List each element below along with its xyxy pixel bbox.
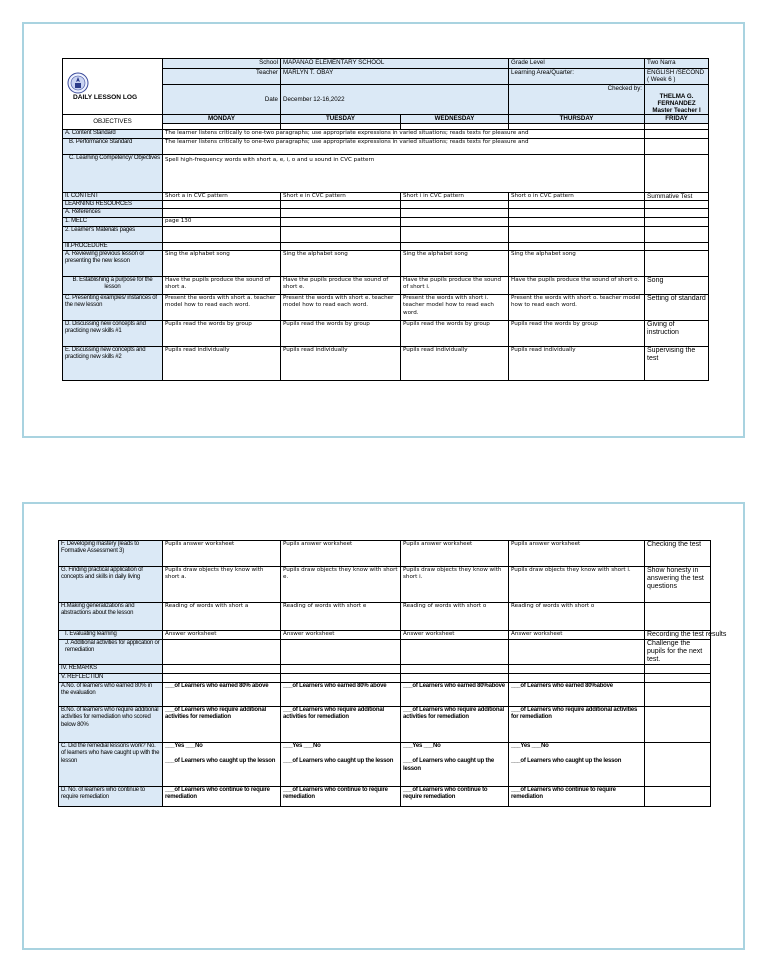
discussing2-friday: Supervising the test (645, 346, 709, 380)
lesson-log-page-1-body (22, 22, 745, 438)
teacher-label: Teacher (163, 69, 281, 85)
mastery-label: F. Developing mastery (leads to Formative Assessment 3) (59, 541, 163, 567)
lm-label: 2. Learner's Materials pages (63, 226, 163, 242)
dll-title: DAILY LESSON LOG (73, 93, 138, 101)
content-tuesday: Short e in CVC pattern (281, 192, 401, 200)
review-tuesday: Sing the alphabet song (281, 250, 401, 276)
discussing2-tuesday: Pupils read individually (281, 346, 401, 380)
melc-label: 1. MELC (63, 217, 163, 226)
generalization-friday (645, 603, 711, 631)
reflection-c-label: C. Did the remedial lessons work? No. of learners who have caught up with the lesson (59, 743, 163, 787)
purpose-friday: Song (645, 276, 709, 294)
discussing2-thursday: Pupils read individually (509, 346, 645, 380)
checked-label: Checked by: (509, 84, 645, 115)
lesson-log-page-2 (22, 502, 745, 950)
yes-no-text: ___Yes ___No (165, 743, 203, 749)
purpose-thursday: Have the pupils produce the sound of short o. (509, 276, 645, 294)
yes-no-text: ___Yes ___No (403, 743, 441, 749)
presenting-label: C. Presenting examples/ instances of the new lesson (63, 294, 163, 320)
presenting-monday: Present the words with short a. teacher model how to read each word. (163, 294, 281, 320)
caught-up-text: ___of Learners who caught up the lesson (283, 758, 394, 765)
discussing1-friday: Giving of instruction (645, 320, 709, 346)
grade-value: Two Narra (645, 59, 709, 69)
purpose-monday: Have the pupils produce the sound of short a. (163, 276, 281, 294)
day-friday: FRIDAY (645, 115, 709, 123)
remarks-label: IV. REMARKS (59, 665, 163, 674)
checker-block (645, 84, 709, 115)
yes-no-text: ___Yes ___No (511, 743, 549, 749)
date-label: Date (163, 84, 281, 115)
checker-title: Master Teacher I (652, 107, 701, 115)
presenting-tuesday: Present the words with short e. teacher model how to read each word. (281, 294, 401, 320)
presenting-friday: Setting of standard (645, 294, 709, 320)
day-tuesday: TUESDAY (281, 115, 401, 123)
reflection-d-tuesday: ___of Learners who continue to require remediation (281, 787, 401, 807)
reflection-d-monday: ___of Learners who continue to require remediation (163, 787, 281, 807)
reflection-b-label: B.No. of learners who require additional activities for remediation who scored below 80% (59, 707, 163, 743)
yes-no-text: ___Yes ___No (283, 743, 321, 749)
caught-up-text: ___of Learners who caught up the lesson (403, 758, 494, 772)
reflection-d-wednesday: ___of Learners who continue to require remediation (401, 787, 509, 807)
date-value: December 12-16,2022 (281, 84, 509, 115)
purpose-wednesday: Have the pupils produce the sound of short i. (401, 276, 509, 294)
reflection-a-thursday: ___of Learners who earned 80%above (509, 683, 645, 707)
generalization-label: H.Making generalizations and abstractions about the lesson (59, 603, 163, 631)
references-label: A. References (63, 209, 163, 217)
application-label: G. Finding practical application of concepts and skills in daily living (59, 567, 163, 603)
reflection-c-thursday (509, 743, 645, 787)
discussing2-label: E. Discussing new concepts and practicing new skills #2 (63, 346, 163, 380)
reflection-c-wednesday (401, 743, 509, 787)
evaluating-friday: Recording the test results (645, 631, 711, 640)
mastery-wednesday: Pupils answer worksheet (401, 541, 509, 567)
evaluating-monday: Answer worksheet (163, 631, 281, 640)
day-monday: MONDAY (163, 115, 281, 123)
dll-title-cell (63, 59, 163, 115)
content-monday: Short a in CVC pattern (163, 192, 281, 200)
reflection-c-tuesday (281, 743, 401, 787)
objectives-label: OBJECTIVES (63, 115, 163, 129)
review-monday: Sing the alphabet song (163, 250, 281, 276)
mastery-thursday: Pupils answer worksheet (509, 541, 645, 567)
content-thursday: Short o in CVC pattern (509, 192, 645, 200)
generalization-tuesday: Reading of words with short e (281, 603, 401, 631)
application-wednesday: Pupils draw objects they know with short i. (401, 567, 509, 603)
procedure-label: III.PROCEDURE (63, 242, 163, 250)
purpose-label: B. Establishing a purpose for the lesson (63, 276, 163, 294)
content-wednesday: Short i in CVC pattern (401, 192, 509, 200)
content-label: II. CONTENT (63, 192, 163, 200)
melc-value: page 130 (163, 217, 281, 226)
review-friday (645, 250, 709, 276)
application-tuesday: Pupils draw objects they know with short e. (281, 567, 401, 603)
generalization-wednesday: Reading of words with short o (401, 603, 509, 631)
area-value: ENGLISH /SECOND ( Week 6 ) (645, 69, 709, 85)
evaluating-wednesday: Answer worksheet (401, 631, 509, 640)
reflection-d-thursday: ___of Learners who continue to require remediation (509, 787, 645, 807)
discussing1-tuesday: Pupils read the words by group (281, 320, 401, 346)
reflection-a-label: A.No. of learners who earned 80% in the evaluation (59, 683, 163, 707)
evaluating-tuesday: Answer worksheet (281, 631, 401, 640)
application-thursday: Pupils draw objects they know with short i. (509, 567, 645, 603)
reflection-label: V. REFLECTION (59, 674, 163, 683)
purpose-tuesday: Have the pupils produce the sound of short e. (281, 276, 401, 294)
performance-standard-label: B. Performance Standard (63, 138, 163, 154)
application-monday: Pupils draw objects they know with short a. (163, 567, 281, 603)
mastery-monday: Pupils answer worksheet (163, 541, 281, 567)
mastery-friday: Checking the test (645, 541, 711, 567)
additional-friday: Challenge the pupils for the next test. (645, 640, 711, 665)
review-label: A. Reviewing previous lesson or presenting the new lesson (63, 250, 163, 276)
mastery-tuesday: Pupils answer worksheet (281, 541, 401, 567)
generalization-thursday: Reading of words with short o (509, 603, 645, 631)
discussing2-wednesday: Pupils read individually (401, 346, 509, 380)
evaluating-thursday: Answer worksheet (509, 631, 645, 640)
resources-label: LEARNING RESOURCES (63, 201, 163, 209)
evaluating-label: I. Evaluating learning (59, 631, 163, 640)
review-thursday: Sing the alphabet song (509, 250, 645, 276)
reflection-c-monday (163, 743, 281, 787)
caught-up-text: ___of Learners who caught up the lesson (165, 758, 276, 765)
content-friday: Summative Test (645, 192, 709, 200)
performance-standard-text: The learner listens critically to one-two paragraphs; use appropriate expressions in varied situations; reads texts for pleasure and (163, 138, 645, 154)
day-thursday: THURSDAY (509, 115, 645, 123)
reflection-b-thursday: ___of Learners who require additional activities for remediation (509, 707, 645, 743)
school-label: School (163, 59, 281, 69)
lesson-log-grid-1 (62, 58, 709, 381)
presenting-wednesday: Present the words with short i. teacher model how to read each word. (401, 294, 509, 320)
reflection-a-wednesday: ___of Learners who earned 80%above (401, 683, 509, 707)
grade-label: Grade Level (509, 59, 645, 69)
reflection-b-wednesday: ___of Learners who require additional activities for remediation (401, 707, 509, 743)
discussing1-monday: Pupils read the words by group (163, 320, 281, 346)
application-friday: Show honesty in answering the test questions (645, 567, 711, 603)
teacher-value: MARLYN T. OBAY (281, 69, 509, 85)
checker-name: THELMA G. FERNANDEZ (657, 92, 696, 107)
generalization-monday: Reading of words with short a (163, 603, 281, 631)
reflection-a-monday: ___of Learners who earned 80% above (163, 683, 281, 707)
reflection-a-tuesday: ___of Learners who earned 80% above (281, 683, 401, 707)
presenting-thursday: Present the words with short o. teacher model how to read each word. (509, 294, 645, 320)
lesson-log-grid-2 (58, 540, 727, 807)
reflection-b-monday: ___of Learners who require additional activities for remediation (163, 707, 281, 743)
area-label: Learning Area/Quarter: (509, 69, 645, 85)
school-value: MAPANAO ELEMENTARY SCHOOL (281, 59, 509, 69)
additional-label: J. Additional activities for application or remediation (59, 640, 163, 665)
day-wednesday: WEDNESDAY (401, 115, 509, 123)
content-standard-label: A. Content Standard (63, 129, 163, 138)
discussing1-thursday: Pupils read the words by group (509, 320, 645, 346)
caught-up-text: ___of Learners who caught up the lesson (511, 758, 622, 765)
reflection-b-tuesday: ___of Learners who require additional activities for remediation (281, 707, 401, 743)
discussing1-label: D. Discussing new concepts and practicing new skills #1 (63, 320, 163, 346)
competency-text: Spell high-frequency words with short a, e, i, o and u sound in CVC pattern (163, 154, 645, 192)
review-wednesday: Sing the alphabet song (401, 250, 509, 276)
content-standard-text: The learner listens critically to one-two paragraphs; use appropriate expressions in varied situations; reads texts for pleasure and (163, 129, 645, 138)
discussing2-monday: Pupils read individually (163, 346, 281, 380)
discussing1-wednesday: Pupils read the words by group (401, 320, 509, 346)
deped-seal-icon (67, 72, 89, 94)
competency-label: C. Learning Competency/ Objectives (63, 154, 163, 192)
reflection-d-label: D. No. of learners who continue to require remediation (59, 787, 163, 807)
